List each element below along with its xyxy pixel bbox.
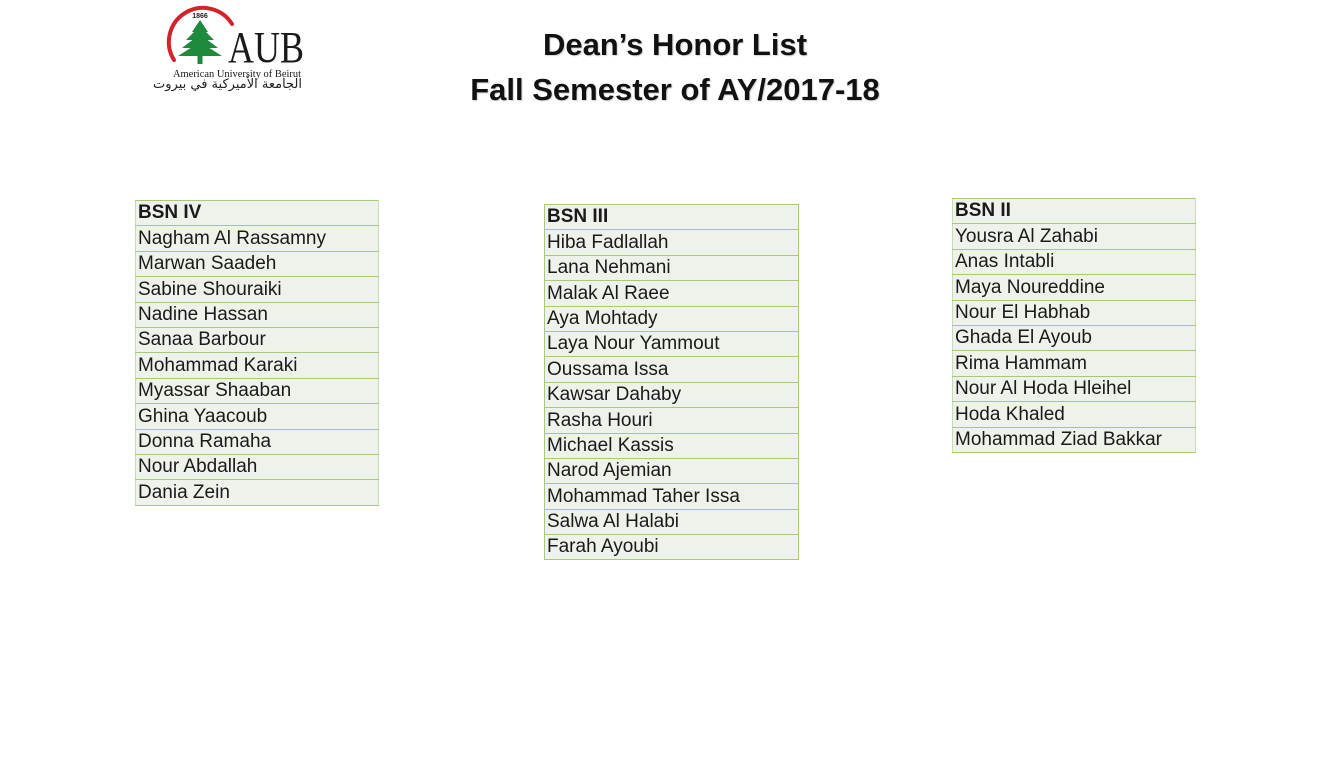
student-name: Yousra Al Zahabi [953, 224, 1196, 249]
table-row [953, 351, 1196, 376]
student-name: Kawsar Dahaby [545, 382, 799, 407]
table-row [136, 378, 379, 403]
table-row [545, 382, 799, 407]
table-row [136, 226, 379, 251]
student-name: Nour Abdallah [136, 454, 379, 479]
student-name: Rima Hammam [953, 351, 1196, 376]
table-row [136, 277, 379, 302]
table-row [545, 535, 799, 560]
student-name: Mohammad Ziad Bakkar [953, 427, 1196, 452]
student-name: Ghada El Ayoub [953, 325, 1196, 350]
table-row [545, 281, 799, 306]
table-row [136, 404, 379, 429]
table-bsn-ii [952, 198, 1196, 453]
table-row [545, 230, 799, 255]
student-name: Maya Noureddine [953, 275, 1196, 300]
table-bsn-iv [135, 200, 379, 506]
student-name: Ghina Yaacoub [136, 404, 379, 429]
table-row [136, 327, 379, 352]
table-row [136, 302, 379, 327]
table-row [136, 454, 379, 479]
student-name: Rasha Houri [545, 408, 799, 433]
table-row [545, 458, 799, 483]
student-name: Sanaa Barbour [136, 327, 379, 352]
student-name: Michael Kassis [545, 433, 799, 458]
logo-year: 1866 [192, 13, 208, 20]
table-header: BSN IV [136, 201, 379, 226]
student-name: Sabine Shouraiki [136, 277, 379, 302]
table-row [545, 306, 799, 331]
aub-logo-mark [162, 2, 308, 82]
table-row [953, 249, 1196, 274]
table-row [136, 429, 379, 454]
aub-logo [153, 2, 308, 100]
student-name: Narod Ajemian [545, 458, 799, 483]
table-bsn-iii [544, 204, 799, 560]
student-name: Nagham Al Rassamny [138, 227, 326, 249]
student-name: Mohammad Karaki [136, 353, 379, 378]
table-header-row [545, 205, 799, 230]
table-row [545, 484, 799, 509]
table-row [953, 402, 1196, 427]
student-name: Farah Ayoubi [545, 535, 799, 560]
student-name: Mohammad Taher Issa [545, 484, 799, 509]
student-name: Nour El Habhab [953, 300, 1196, 325]
student-name: Lana Nehmani [545, 255, 799, 280]
table-header-row [953, 199, 1196, 224]
table-row [545, 408, 799, 433]
table-header: BSN III [545, 205, 799, 230]
table-row [545, 509, 799, 534]
title-line-2: Fall Semester of AY/2017-18 [470, 72, 880, 107]
student-name: Salwa Al Halabi [545, 509, 799, 534]
table-row [953, 376, 1196, 401]
page-title [400, 22, 950, 112]
cedar-tree-icon [178, 20, 222, 64]
student-name: Nour Al Hoda Hleihel [953, 376, 1196, 401]
student-name: Dania Zein [136, 480, 379, 505]
title-line-1: Dean’s Honor List [542, 27, 808, 62]
student-name: Oussama Issa [545, 357, 799, 382]
student-name: Laya Nour Yammout [545, 331, 799, 356]
student-name: Anas Intabli [953, 249, 1196, 274]
table-row [545, 433, 799, 458]
table-row [953, 325, 1196, 350]
table-row [545, 331, 799, 356]
logo-acronym: AUB [228, 23, 304, 72]
student-name: Malak Al Raee [545, 281, 799, 306]
student-name: Myassar Shaaban [136, 378, 379, 403]
student-name: Marwan Saadeh [136, 251, 379, 276]
student-name: Aya Mohtady [545, 306, 799, 331]
table-row [953, 224, 1196, 249]
table-header-row [136, 201, 379, 226]
logo-name-ar: الجامعة الأميركية في بيروت [153, 77, 302, 92]
table-row [953, 275, 1196, 300]
table-row [545, 357, 799, 382]
table-row [136, 251, 379, 276]
logo-name-en: American University of Beirut [173, 69, 302, 80]
table-row [953, 427, 1196, 452]
table-row [136, 353, 379, 378]
student-name: Hiba Fadlallah [545, 230, 799, 255]
table-row [545, 255, 799, 280]
student-name: Hoda Khaled [953, 402, 1196, 427]
student-name: Nadine Hassan [136, 302, 379, 327]
student-name: Donna Ramaha [136, 429, 379, 454]
table-header: BSN II [953, 199, 1196, 224]
table-row [953, 300, 1196, 325]
table-row [136, 480, 379, 505]
